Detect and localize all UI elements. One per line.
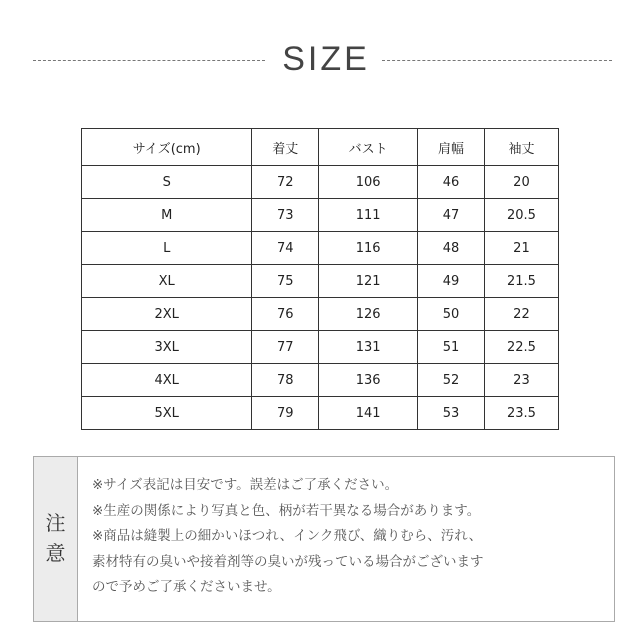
- table-cell: 79: [252, 397, 319, 430]
- header-size: サイズ(cm): [82, 129, 252, 166]
- table-cell: 106: [319, 166, 418, 199]
- table-cell: 23.5: [484, 397, 558, 430]
- table-cell: 111: [319, 199, 418, 232]
- table-cell: 52: [418, 364, 485, 397]
- table-cell: 77: [252, 331, 319, 364]
- table-cell: 131: [319, 331, 418, 364]
- table-cell: 46: [418, 166, 485, 199]
- table-cell: S: [82, 166, 252, 199]
- table-cell: 116: [319, 232, 418, 265]
- table-cell: 20.5: [484, 199, 558, 232]
- table-row: [82, 166, 559, 199]
- table-cell: XL: [82, 265, 252, 298]
- notice-label: [34, 457, 78, 621]
- table-cell: 47: [418, 199, 485, 232]
- notice-lines: [92, 473, 610, 601]
- header-sleeve: 袖丈: [484, 129, 558, 166]
- table-cell: 22.5: [484, 331, 558, 364]
- table-row: [82, 298, 559, 331]
- table-cell: 48: [418, 232, 485, 265]
- table-row: [82, 331, 559, 364]
- table-cell: 51: [418, 331, 485, 364]
- table-cell: 20: [484, 166, 558, 199]
- notice-line: ので予めご了承くださいませ。: [92, 579, 281, 595]
- table-cell: 53: [418, 397, 485, 430]
- size-table: [81, 128, 559, 430]
- notice-line: ※サイズ表記は目安です。誤差はご了承ください。: [92, 477, 399, 493]
- notice-box: [33, 456, 615, 622]
- table-row: [82, 397, 559, 430]
- table-cell: 49: [418, 265, 485, 298]
- title-dashed-rule-left: [33, 60, 265, 61]
- notice-line: ※商品は縫製上の細かいほつれ、インク飛び、織りむら、汚れ、: [92, 528, 483, 544]
- table-cell: 75: [252, 265, 319, 298]
- table-cell: 141: [319, 397, 418, 430]
- table-cell: 4XL: [82, 364, 252, 397]
- header-length: 着丈: [252, 129, 319, 166]
- table-cell: 136: [319, 364, 418, 397]
- table-cell: 22: [484, 298, 558, 331]
- table-cell: L: [82, 232, 252, 265]
- table-row: [82, 232, 559, 265]
- notice-line: ※生産の関係により写真と色、柄が若干異なる場合があります。: [92, 502, 481, 519]
- title-dashed-rule-right: [382, 60, 612, 61]
- table-cell: 3XL: [82, 331, 252, 364]
- page-title: SIZE: [282, 40, 370, 78]
- table-cell: 74: [252, 232, 319, 265]
- size-table-body: [82, 166, 559, 430]
- table-cell: 2XL: [82, 298, 252, 331]
- table-cell: 21: [484, 232, 558, 265]
- header-shoulder: 肩幅: [418, 129, 485, 166]
- title-row: [0, 36, 640, 86]
- table-row: [82, 364, 559, 397]
- table-cell: 21.5: [484, 265, 558, 298]
- table-cell: 121: [319, 265, 418, 298]
- table-cell: 76: [252, 298, 319, 331]
- notice-label-char-1: 注: [45, 511, 66, 535]
- notice-line: 素材特有の臭いや接着剤等の臭いが残っている場合がございます: [92, 553, 484, 570]
- table-header-row: [82, 129, 559, 166]
- table-cell: 5XL: [82, 397, 252, 430]
- table-cell: 78: [252, 364, 319, 397]
- table-cell: M: [82, 199, 252, 232]
- table-cell: 126: [319, 298, 418, 331]
- table-cell: 50: [418, 298, 485, 331]
- header-bust: バスト: [319, 129, 418, 166]
- notice-label-char-2: 意: [45, 541, 66, 565]
- table-row: [82, 199, 559, 232]
- table-cell: 72: [252, 166, 319, 199]
- table-cell: 23: [484, 364, 558, 397]
- table-row: [82, 265, 559, 298]
- table-cell: 73: [252, 199, 319, 232]
